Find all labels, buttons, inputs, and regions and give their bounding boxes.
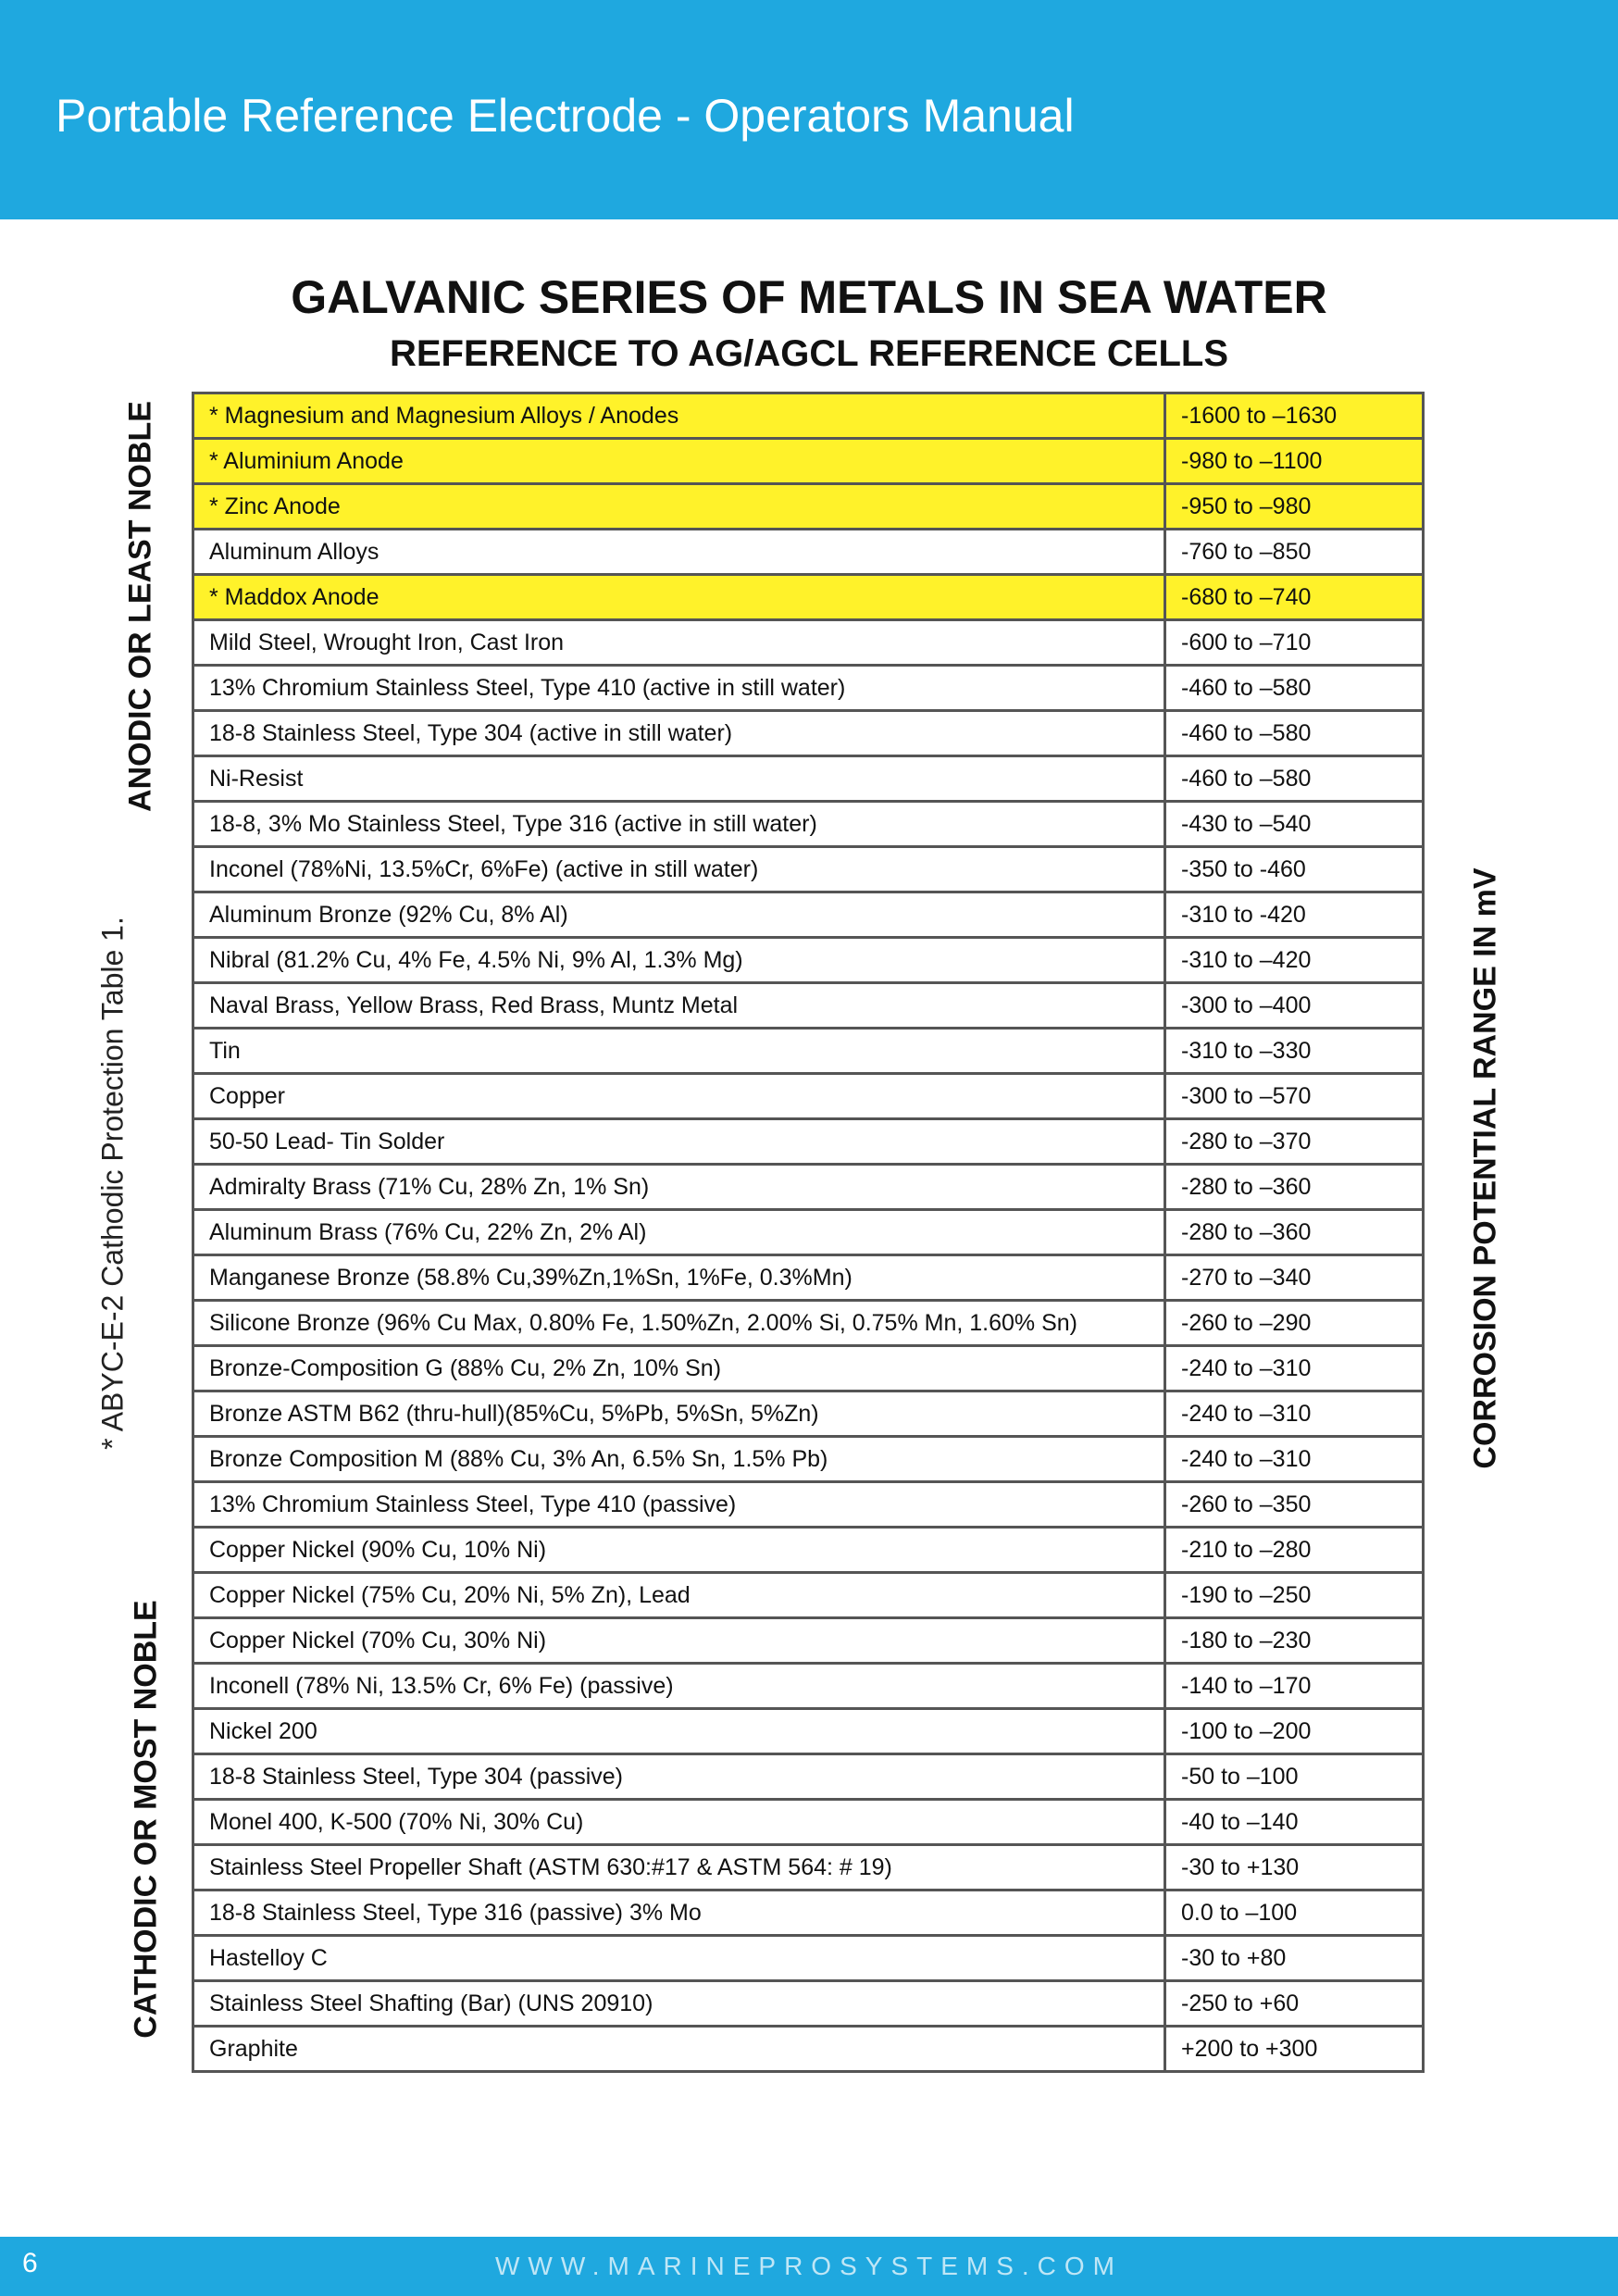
table-row [193, 1754, 1424, 1800]
table-row [193, 2027, 1424, 2072]
potential-range: -460 to –580 [1165, 666, 1424, 711]
table-row [193, 1074, 1424, 1119]
metal-name: Admiralty Brass (71% Cu, 28% Zn, 1% Sn) [193, 1165, 1165, 1210]
table-title: GALVANIC SERIES OF METALS IN SEA WATER [291, 271, 1327, 323]
potential-range: 0.0 to –100 [1165, 1890, 1424, 1936]
table-row [193, 938, 1424, 983]
table-row [193, 1709, 1424, 1754]
potential-range: -240 to –310 [1165, 1346, 1424, 1391]
table-row [193, 620, 1424, 666]
metal-name: 50-50 Lead- Tin Solder [193, 1119, 1165, 1165]
potential-range: -260 to –290 [1165, 1301, 1424, 1346]
website-url[interactable]: WWW.MARINEPROSYSTEMS.COM [495, 2252, 1123, 2280]
table-row [193, 530, 1424, 575]
metal-name: Bronze ASTM B62 (thru-hull)(85%Cu, 5%Pb, 5%Sn, 5%Zn) [193, 1391, 1165, 1437]
metal-name: * Maddox Anode [193, 575, 1165, 620]
metal-name: Inconell (78% Ni, 13.5% Cr, 6% Fe) (passive) [193, 1664, 1165, 1709]
potential-range: -350 to -460 [1165, 847, 1424, 892]
table-row [193, 1437, 1424, 1482]
potential-range: -430 to –540 [1165, 802, 1424, 847]
metal-name: Nibral (81.2% Cu, 4% Fe, 4.5% Ni, 9% Al, 1.3% Mg) [193, 938, 1165, 983]
table-row [193, 1482, 1424, 1528]
potential-range: -100 to –200 [1165, 1709, 1424, 1754]
metal-name: Aluminum Brass (76% Cu, 22% Zn, 2% Al) [193, 1210, 1165, 1255]
table-row [193, 1936, 1424, 1981]
potential-range: -190 to –250 [1165, 1573, 1424, 1618]
table-row [193, 1119, 1424, 1165]
potential-range: -280 to –360 [1165, 1165, 1424, 1210]
metal-name: 18-8, 3% Mo Stainless Steel, Type 316 (active in still water) [193, 802, 1165, 847]
potential-range: -300 to –400 [1165, 983, 1424, 1029]
table-row [193, 1890, 1424, 1936]
page-number: 6 [22, 2248, 38, 2278]
metal-name: Mild Steel, Wrought Iron, Cast Iron [193, 620, 1165, 666]
metal-name: Naval Brass, Yellow Brass, Red Brass, Muntz Metal [193, 983, 1165, 1029]
table-row [193, 1800, 1424, 1845]
metal-name: * Magnesium and Magnesium Alloys / Anodes [193, 393, 1165, 439]
potential-range: -680 to –740 [1165, 575, 1424, 620]
table-row [193, 393, 1424, 439]
metal-name: 18-8 Stainless Steel, Type 304 (passive) [193, 1754, 1165, 1800]
metal-name: Copper Nickel (75% Cu, 20% Ni, 5% Zn), Lead [193, 1573, 1165, 1618]
table-row [193, 892, 1424, 938]
metal-name: Copper Nickel (90% Cu, 10% Ni) [193, 1528, 1165, 1573]
footer-band [0, 2237, 1618, 2296]
table-row [193, 1845, 1424, 1890]
table-row [193, 1210, 1424, 1255]
metal-name: Bronze Composition M (88% Cu, 3% An, 6.5% Sn, 1.5% Pb) [193, 1437, 1165, 1482]
table-row [193, 1528, 1424, 1573]
table-row [193, 484, 1424, 530]
potential-range: -250 to +60 [1165, 1981, 1424, 2027]
table-row [193, 575, 1424, 620]
metal-name: Graphite [193, 2027, 1165, 2072]
metal-name: Bronze-Composition G (88% Cu, 2% Zn, 10% Sn) [193, 1346, 1165, 1391]
potential-range: -600 to –710 [1165, 620, 1424, 666]
metal-name: 18-8 Stainless Steel, Type 316 (passive) 3% Mo [193, 1890, 1165, 1936]
table-row [193, 1573, 1424, 1618]
potential-range: -30 to +80 [1165, 1936, 1424, 1981]
document-title: Portable Reference Electrode - Operators Manual [56, 90, 1075, 142]
table-row [193, 847, 1424, 892]
potential-range: +200 to +300 [1165, 2027, 1424, 2072]
table-row [193, 1981, 1424, 2027]
table-row [193, 1618, 1424, 1664]
table-row [193, 756, 1424, 802]
potential-range: -310 to –330 [1165, 1029, 1424, 1074]
potential-range: -30 to +130 [1165, 1845, 1424, 1890]
table-row [193, 1301, 1424, 1346]
potential-range: -980 to –1100 [1165, 439, 1424, 484]
potential-range: -950 to –980 [1165, 484, 1424, 530]
potential-range: -240 to –310 [1165, 1437, 1424, 1482]
table-row [193, 1346, 1424, 1391]
table-row [193, 1029, 1424, 1074]
metal-name: Stainless Steel Shafting (Bar) (UNS 20910) [193, 1981, 1165, 2027]
metal-name: Stainless Steel Propeller Shaft (ASTM 630:#17 & ASTM 564: # 19) [193, 1845, 1165, 1890]
potential-range: -460 to –580 [1165, 756, 1424, 802]
potential-range: -1600 to –1630 [1165, 393, 1424, 439]
potential-range: -280 to –370 [1165, 1119, 1424, 1165]
metal-name: Aluminum Alloys [193, 530, 1165, 575]
potential-range: -270 to –340 [1165, 1255, 1424, 1301]
metal-name: Copper Nickel (70% Cu, 30% Ni) [193, 1618, 1165, 1664]
metal-name: * Zinc Anode [193, 484, 1165, 530]
metal-name: Nickel 200 [193, 1709, 1165, 1754]
table-row [193, 666, 1424, 711]
potential-range: -460 to –580 [1165, 711, 1424, 756]
galvanic-series-table [192, 392, 1425, 2073]
table-row [193, 1255, 1424, 1301]
table-row [193, 1165, 1424, 1210]
metal-name: Manganese Bronze (58.8% Cu,39%Zn,1%Sn, 1%Fe, 0.3%Mn) [193, 1255, 1165, 1301]
potential-range: -280 to –360 [1165, 1210, 1424, 1255]
cathodic-label: CATHODIC OR MOST NOBLE [128, 1600, 164, 2039]
potential-range: -300 to –570 [1165, 1074, 1424, 1119]
table-row [193, 1391, 1424, 1437]
anodic-label: ANODIC OR LEAST NOBLE [122, 401, 158, 812]
potential-range: -260 to –350 [1165, 1482, 1424, 1528]
potential-range: -180 to –230 [1165, 1618, 1424, 1664]
table-row [193, 983, 1424, 1029]
potential-range: -210 to –280 [1165, 1528, 1424, 1573]
metal-name: 13% Chromium Stainless Steel, Type 410 (passive) [193, 1482, 1165, 1528]
metal-name: Tin [193, 1029, 1165, 1074]
potential-range: -310 to –420 [1165, 938, 1424, 983]
metal-name: * Aluminium Anode [193, 439, 1165, 484]
potential-range: -40 to –140 [1165, 1800, 1424, 1845]
metal-name: Ni-Resist [193, 756, 1165, 802]
potential-range: -760 to –850 [1165, 530, 1424, 575]
table-row [193, 439, 1424, 484]
table-row [193, 711, 1424, 756]
metal-name: Monel 400, K-500 (70% Ni, 30% Cu) [193, 1800, 1165, 1845]
metal-name: 13% Chromium Stainless Steel, Type 410 (active in still water) [193, 666, 1165, 711]
metal-name: Hastelloy C [193, 1936, 1165, 1981]
potential-range: -310 to -420 [1165, 892, 1424, 938]
table-subtitle: REFERENCE TO AG/AGCL REFERENCE CELLS [389, 333, 1228, 374]
potential-range: -50 to –100 [1165, 1754, 1424, 1800]
metal-name: Copper [193, 1074, 1165, 1119]
abyc-note: * ABYC-E-2 Cathodic Protection Table 1. [95, 917, 130, 1450]
metal-name: Inconel (78%Ni, 13.5%Cr, 6%Fe) (active in still water) [193, 847, 1165, 892]
table-row [193, 1664, 1424, 1709]
table-row [193, 802, 1424, 847]
metal-name: Silicone Bronze (96% Cu Max, 0.80% Fe, 1.50%Zn, 2.00% Si, 0.75% Mn, 1.60% Sn) [193, 1301, 1165, 1346]
potential-range: -240 to –310 [1165, 1391, 1424, 1437]
header-band [0, 0, 1618, 219]
metal-name: 18-8 Stainless Steel, Type 304 (active in still water) [193, 711, 1165, 756]
corrosion-range-label: CORROSION POTENTIAL RANGE IN mV [1467, 867, 1503, 1469]
metal-name: Aluminum Bronze (92% Cu, 8% Al) [193, 892, 1165, 938]
potential-range: -140 to –170 [1165, 1664, 1424, 1709]
